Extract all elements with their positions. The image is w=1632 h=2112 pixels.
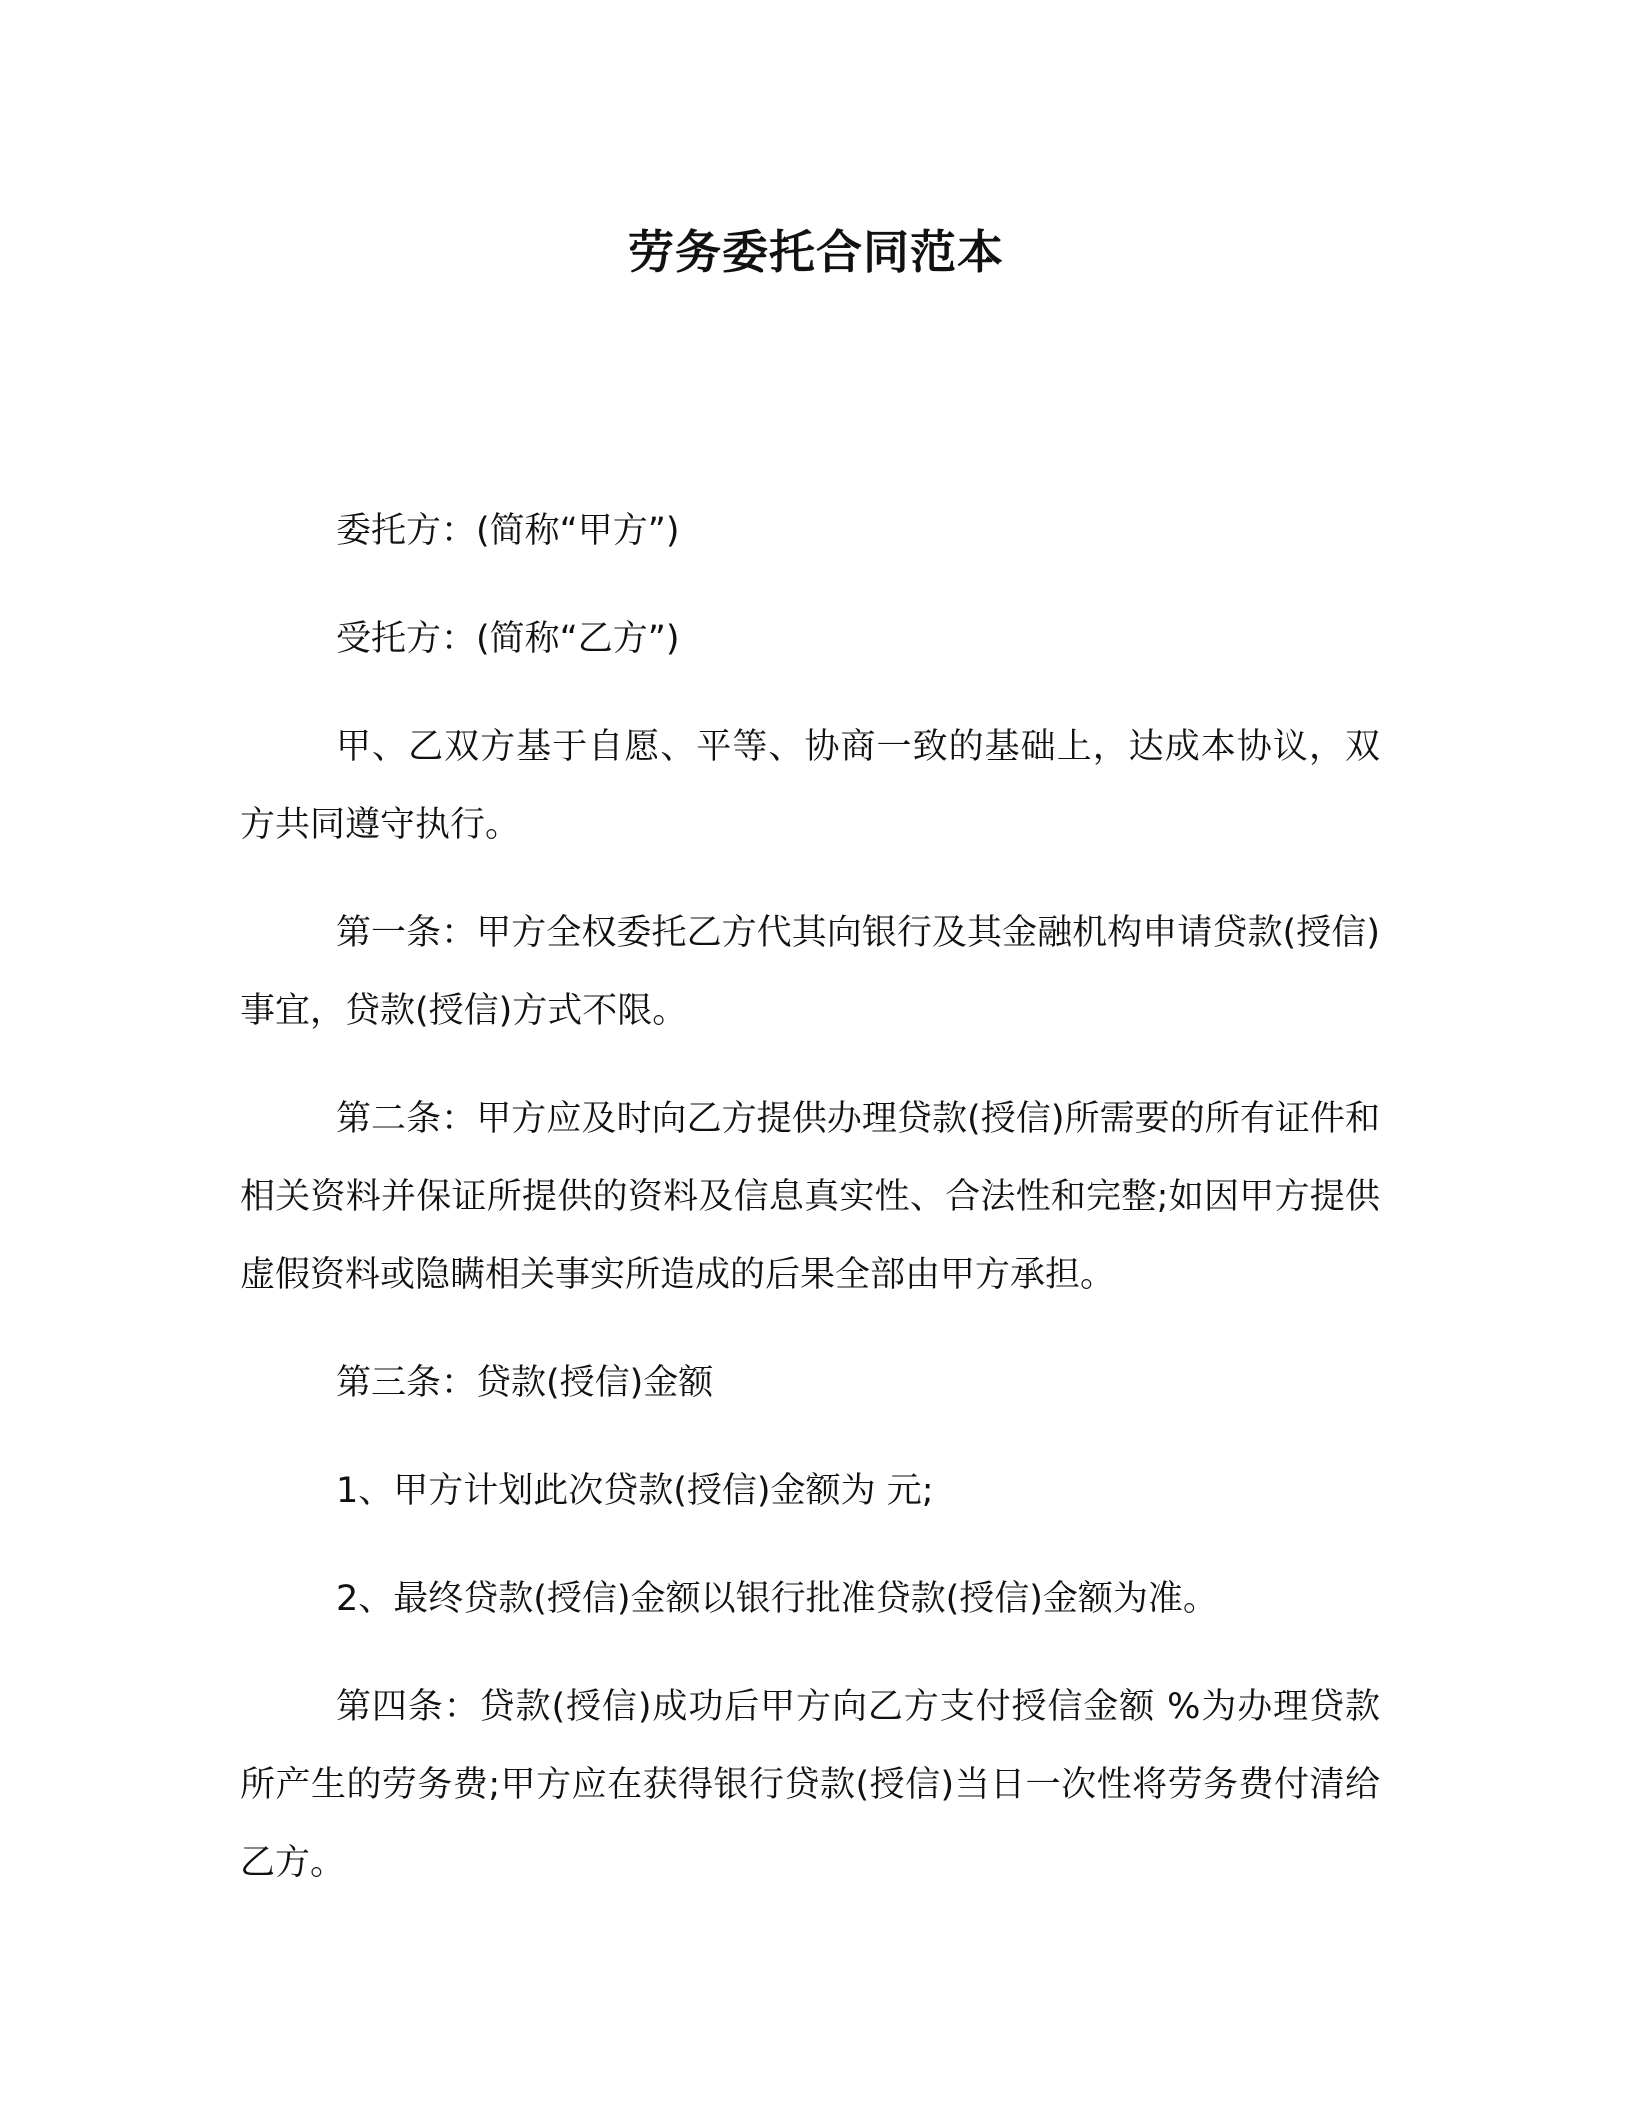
paragraph-article-3-item-2: 2、最终贷款(授信)金额以银行批准贷款(授信)金额为准。 bbox=[336, 1579, 1218, 1619]
document-title: 劳务委托合同范本 bbox=[628, 225, 1004, 279]
paragraph-article-3-item-1: 1、甲方计划此次贷款(授信)金额为 元; bbox=[336, 1471, 934, 1511]
paragraph-client: 委托方：(简称“甲方”) bbox=[336, 511, 680, 551]
paragraph-article-4: 第四条：贷款(授信)成功后甲方向乙方支付授信金额 %为办理贷款所产生的劳务费;甲方应在获得银行贷款(授信)当日一次性将劳务费付清给乙方。 bbox=[240, 1687, 1380, 1883]
paragraph-article-2: 第二条：甲方应及时向乙方提供办理贷款(授信)所需要的所有证件和相关资料并保证所提供的资料及信息真实性、合法性和完整;如因甲方提供虚假资料或隐瞒相关事实所造成的后果全部由甲方承担。 bbox=[240, 1099, 1380, 1295]
paragraph-intro: 甲、乙双方基于自愿、平等、协商一致的基础上，达成本协议，双方共同遵守执行。 bbox=[240, 727, 1380, 845]
paragraph-article-3: 第三条：贷款(授信)金额 bbox=[336, 1363, 714, 1403]
document-body bbox=[240, 492, 1380, 1932]
paragraph-article-1: 第一条：甲方全权委托乙方代其向银行及其金融机构申请贷款(授信)事宜，贷款(授信)方式不限。 bbox=[240, 913, 1380, 1031]
paragraph-trustee: 受托方：(简称“乙方”) bbox=[336, 619, 680, 659]
